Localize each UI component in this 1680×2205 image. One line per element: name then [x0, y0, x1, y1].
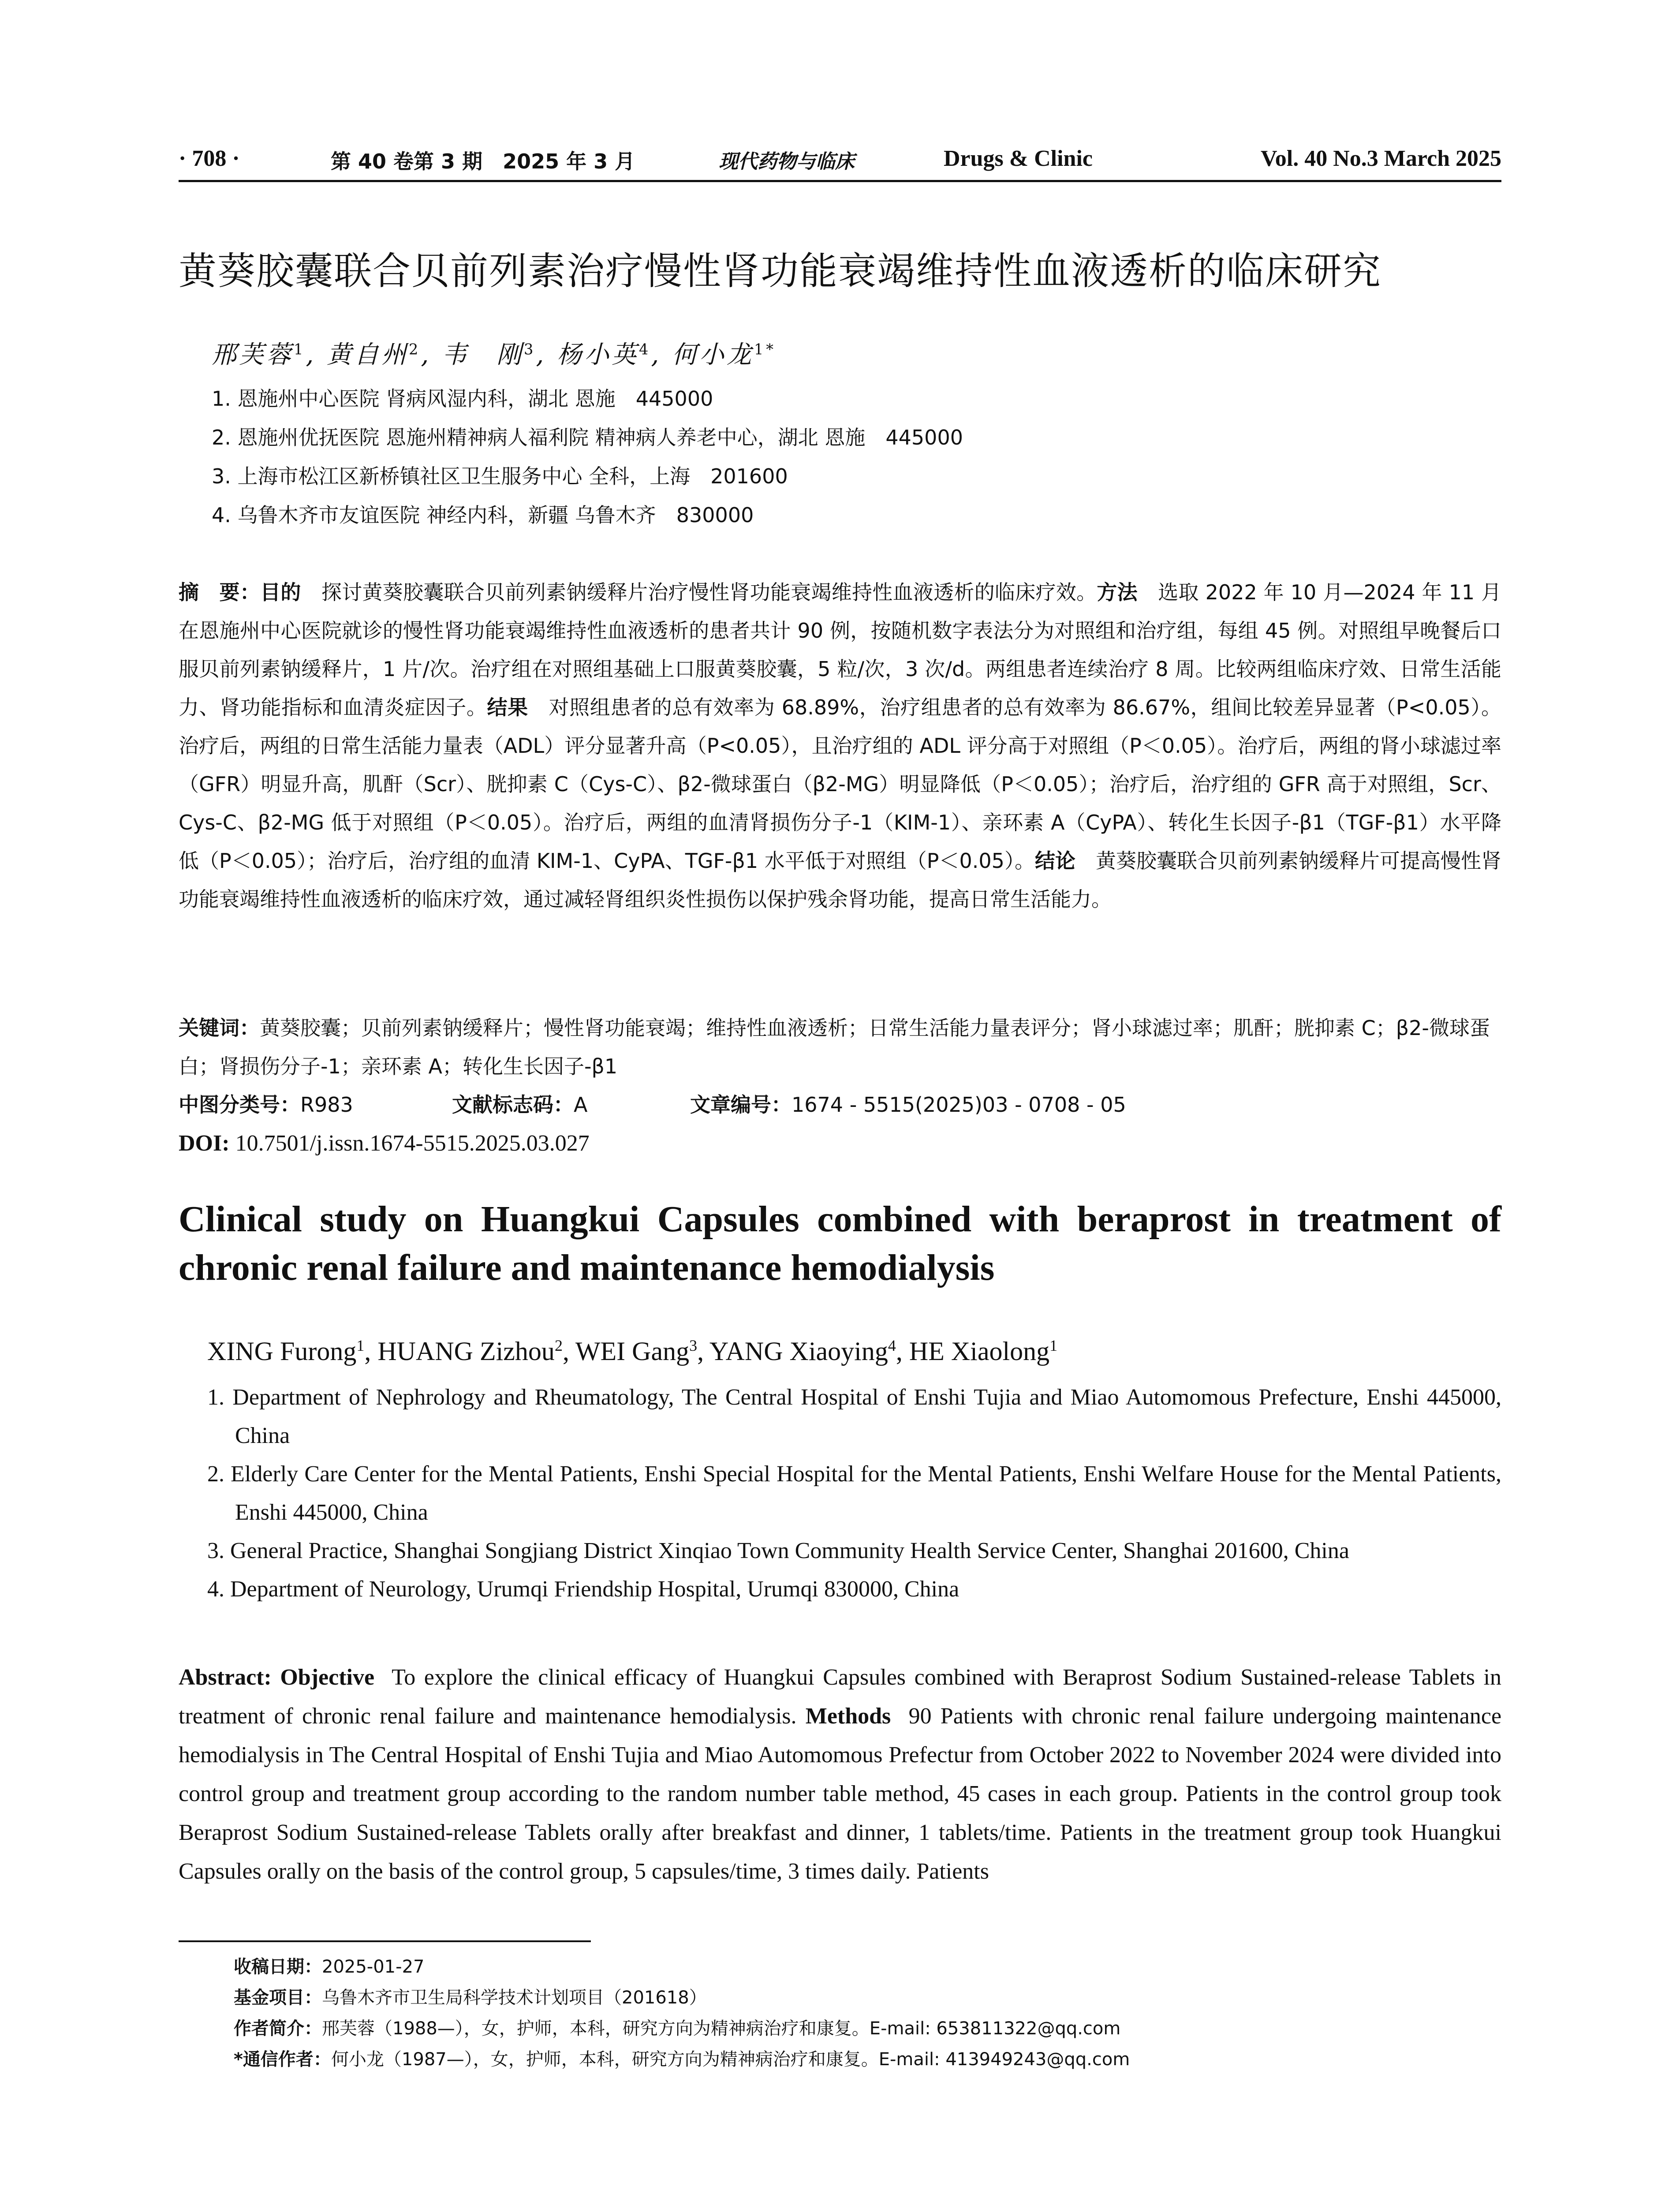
footnote-corresponding — [234, 2044, 1130, 2075]
objective-text: 探讨黄葵胶囊联合贝前列素钠缓释片治疗慢性肾功能衰竭维持性血液透析的临床疗效。 — [321, 580, 1097, 604]
objective-label: 目的 — [260, 580, 301, 604]
doi-label: DOI: — [179, 1131, 230, 1156]
chinese-title: 黄葵胶囊联合贝前列素治疗慢性肾功能衰竭维持性血液透析的临床研究 — [179, 249, 1381, 293]
methods-text: 选取 2022 年 10 月—2024 年 11 月在恩施州中心医院就诊的慢性肾功能衰竭维持性血液透析的患者共计 90 例，按随机数字表法分为对照组和治疗组，每组 45 例。对照组早晚餐后口服贝前列素钠缓释片，1 片/次。治疗组在对照组基础上口服黄葵胶囊，5 粒/次，3 次/d。两组患者连续治疗 8 周。比较两组临床疗效、日常生活能力、肾功能指标和血清炎症因子。 — [179, 580, 1502, 719]
results-label: 结果 — [487, 695, 528, 719]
footnote-text: 何小龙（1987—），女，护师，本科，研究方向为精神病治疗和康复。E-mail: 413949243@qq.com — [331, 2049, 1130, 2070]
abstract-label: 摘 要： — [179, 580, 261, 604]
objective-text: To explore the clinical efficacy of Huangkui Capsules combined with Beraprost Sodium Sustained-release Tablets in treatment of chronic renal failure and maintenance hemodialysis. — [179, 1665, 1501, 1729]
footnote-text: 邢芙蓉（1988—），女，护师，本科，研究方向为精神病治疗和康复。E-mail: 653811322@qq.com — [322, 2018, 1121, 2039]
english-authors: XING Furong$^1$, HUANG Zizhou$^2$, WEI Gang$^3$, YANG Xiaoying$^4$, HE Xiaolong$^1$ — [207, 1337, 1058, 1366]
footnote-divider — [179, 1940, 591, 1942]
keywords-text: 黄葵胶囊；贝前列素钠缓释片；慢性肾功能衰竭；维持性血液透析；日常生活能力量表评分；肾小球滤过率；肌酐；胱抑素 C；β2-微球蛋白；肾损伤分子-1；亲环素 A；转化生长因子-β1 — [179, 1016, 1490, 1078]
author-name: 邢芙蓉 — [212, 340, 294, 369]
author-name: 何小龙 — [672, 340, 754, 369]
affiliation-item: 2. Elderly Care Center for the Mental Patients, Enshi Special Hospital for the Mental Patients, Enshi Welfare House for the Mental Patients, Enshi 445000, China — [207, 1461, 1501, 1525]
footnote-label: 收稿日期： — [234, 1957, 322, 1977]
chinese-keywords — [179, 1009, 1501, 1086]
abstract-label: Abstract: — [179, 1665, 272, 1690]
affiliation-item: 2. 恩施州优抚医院 恩施州精神病人福利院 精神病人养老中心，湖北 恩施 445000 — [212, 426, 963, 449]
document-code-label: 文献标志码： — [452, 1093, 574, 1117]
conclusion-text: 黄葵胶囊联合贝前列素钠缓释片可提高慢性肾功能衰竭维持性血液透析的临床疗效，通过减轻肾组织炎性损伤以保护残余肾功能，提高日常生活能力。 — [179, 849, 1502, 911]
journal-name-cn: 现代药物与临床 — [719, 150, 855, 173]
affiliation-item: 4. Department of Neurology, Urumqi Friendship Hospital, Urumqi 830000, China — [207, 1577, 959, 1602]
author-affil-mark: 2 — [408, 340, 421, 358]
clc-value: R983 — [300, 1093, 353, 1117]
affiliation-item: 1. 恩施州中心医院 肾病风湿内科，湖北 恩施 445000 — [212, 387, 713, 411]
author-affil-mark: 3 — [523, 340, 536, 358]
document-code-value: A — [574, 1093, 588, 1117]
clc-number — [179, 1086, 353, 1124]
chinese-authors: 邢芙蓉$^1$, 黄自州$^2$, 韦 刚$^3$, 杨小英$^4$, 何小龙$^{1*}$ — [212, 340, 777, 369]
author-affil-mark: 1* — [754, 340, 777, 358]
footnotes — [234, 1951, 1130, 2075]
affiliation-item: 3. 上海市松江区新桥镇社区卫生服务中心 全科，上海 201600 — [212, 464, 788, 488]
doi-link[interactable]: 10.7501/j.issn.1674-5515.2025.03.027 — [235, 1131, 590, 1156]
methods-label: 方法 — [1097, 580, 1138, 604]
article-number-value: 1674 - 5515(2025)03 - 0708 - 05 — [791, 1093, 1126, 1117]
document-code — [452, 1086, 588, 1124]
volume-issue-en: Vol. 40 No.3 March 2025 — [1261, 146, 1501, 171]
affiliation-item: 1. Department of Nephrology and Rheumatology, The Central Hospital of Enshi Tujia and Miao Automomous Prefecture, Enshi 445000, China — [207, 1385, 1501, 1448]
author-name: YANG Xiaoying — [709, 1337, 888, 1366]
article-number-label: 文章编号： — [690, 1093, 791, 1117]
footnote-funding — [234, 1982, 1130, 2013]
footnote-received — [234, 1951, 1130, 1982]
footnote-text: 2025-01-27 — [322, 1957, 425, 1977]
affiliation-item: 3. General Practice, Shanghai Songjiang District Xinqiao Town Community Health Service Center, Shanghai 201600, China — [207, 1538, 1349, 1563]
author-name: 黄自州 — [326, 340, 409, 369]
author-name: XING Furong — [207, 1337, 357, 1366]
methods-label: Methods — [805, 1704, 891, 1729]
author-name: 韦 刚 — [441, 340, 524, 369]
affiliation-item: 4. 乌鲁木齐市友谊医院 神经内科，新疆 乌鲁木齐 830000 — [212, 503, 754, 527]
author-affil-mark: 2 — [554, 1337, 563, 1354]
doi-line — [179, 1124, 1501, 1162]
footnote-author-bio — [234, 2013, 1130, 2044]
english-title: Clinical study on Huangkui Capsules combined with beraprost in treatment of chronic renal failure and maintenance hemodialysis — [179, 1199, 1501, 1288]
footnote-text: 乌鲁木齐市卫生局科学技术计划项目（201618） — [322, 1988, 707, 2008]
objective-label: Objective — [280, 1665, 375, 1690]
chinese-affiliations — [212, 379, 963, 534]
conclusion-label: 结论 — [1034, 849, 1075, 873]
results-text: 对照组患者的总有效率为 68.89%，治疗组患者的总有效率为 86.67%，组间比较差异显著（P<0.05）。治疗后，两组的日常生活能力量表（ADL）评分显著升高（P<0.05），且治疗组的 ADL 评分高于对照组（P＜0.05）。治疗后，两组的肾小球滤过率（GFR）明显升高，肌酐（Scr）、胱抑素 C（Cys-C）、β2-微球蛋白（β2-MG）明显降低（P＜0.05）；治疗后，治疗组的 GFR 高于对照组，Scr、Cys-C、β2-MG 低于对照组（P＜0.05）。治疗后，两组的血清肾损伤分子-1（KIM-1）、亲环素 A（CyPA）、转化生长因子-β1（TGF-β1）水平降低（P＜0.05）；治疗后，治疗组的血清 KIM-1、CyPA、TGF-β1 水平低于对照组（P＜0.05）。 — [179, 695, 1502, 873]
author-affil-mark: 1 — [294, 340, 306, 358]
author-name: WEI Gang — [575, 1337, 690, 1366]
author-name: 杨小英 — [556, 340, 639, 369]
author-name: HUANG Zizhou — [377, 1337, 555, 1366]
page-number: · 708 · — [179, 146, 240, 171]
footnote-label: 作者简介： — [234, 2018, 322, 2039]
author-affil-mark: 4 — [888, 1337, 896, 1354]
footnote-label: 基金项目： — [234, 1988, 322, 2008]
author-affil-mark: 1 — [356, 1337, 365, 1354]
author-affil-mark: 3 — [689, 1337, 698, 1354]
author-name: HE Xiaolong — [909, 1337, 1050, 1366]
footnote-label: *通信作者： — [234, 2049, 331, 2070]
author-affil-mark: 4 — [638, 340, 651, 358]
clc-label: 中图分类号： — [179, 1093, 300, 1117]
methods-text: 90 Patients with chronic renal failure undergoing maintenance hemodialysis in The Central Hospital of Enshi Tujia and Miao Automomous Prefectur from October 2022 to November 2024 were divided into control group and treatment group according to the random number table method, 45 cases in each group. Patients in the control group took Beraprost Sodium Sustained-release Tablets orally after breakfast and dinner, 1 tablets/time. Patients in the treatment group took Huangkui Capsules orally on the basis of the control group, 5 capsules/time, 3 times daily. Patients — [179, 1704, 1502, 1884]
english-abstract — [179, 1658, 1501, 1891]
chinese-abstract — [179, 573, 1501, 919]
english-affiliations — [207, 1378, 1501, 1608]
running-header — [179, 140, 1501, 182]
keywords-label: 关键词： — [179, 1016, 260, 1040]
author-affil-mark: 1 — [1049, 1337, 1058, 1354]
article-number — [690, 1086, 1126, 1124]
volume-issue-cn: 第 40 卷第 3 期 2025 年 3 月 — [331, 149, 635, 173]
journal-name-en: Drugs & Clinic — [944, 146, 1093, 171]
